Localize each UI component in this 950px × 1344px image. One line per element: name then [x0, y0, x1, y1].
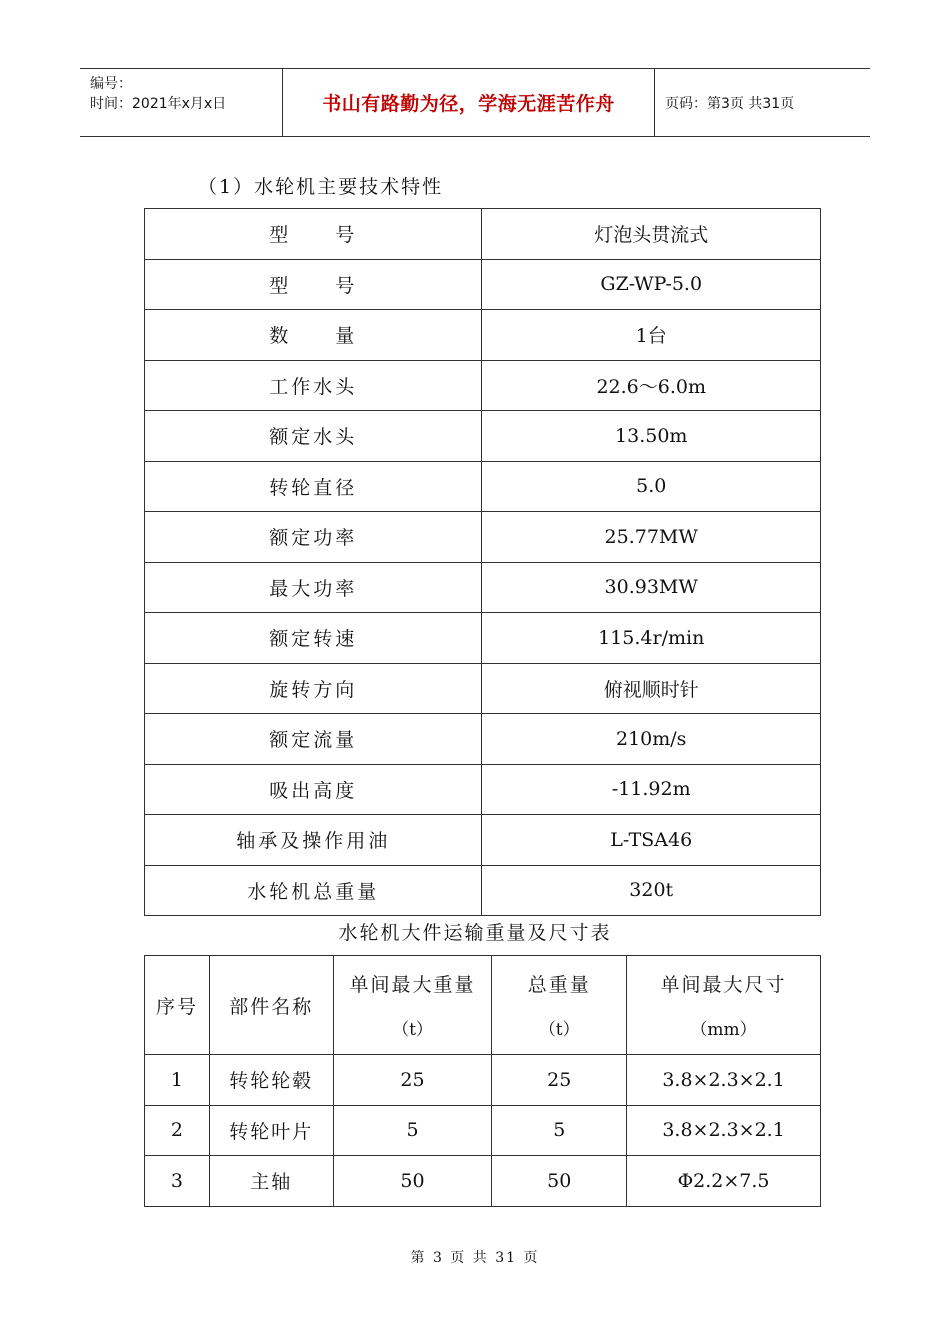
- spec-key: 额定流量: [145, 714, 482, 765]
- cell-max-unit-size: Φ2.2×7.5: [627, 1156, 821, 1207]
- table-row: [145, 461, 821, 512]
- spec-value: 灯泡头贯流式: [482, 209, 821, 260]
- spec-value: 320t: [482, 865, 821, 916]
- spec-value: -11.92m: [482, 764, 821, 815]
- header-meta-cell: [80, 69, 283, 136]
- table-row: [145, 310, 821, 361]
- spec-key: 型 号: [145, 209, 482, 260]
- table-row: [145, 259, 821, 310]
- spec-key: 水轮机总重量: [145, 865, 482, 916]
- cell-max-unit-weight: 25: [333, 1055, 492, 1106]
- spec-key: 工作水头: [145, 360, 482, 411]
- spec-key: 旋转方向: [145, 663, 482, 714]
- cell-total-weight: 25: [492, 1055, 627, 1106]
- cell-max-unit-size: 3.8×2.3×2.1: [627, 1055, 821, 1106]
- header-page-cell: [655, 69, 870, 136]
- cell-max-unit-weight: 50: [333, 1156, 492, 1207]
- spec-table: [144, 208, 821, 916]
- spec-value: GZ-WP-5.0: [482, 259, 821, 310]
- transport-table-title: 水轮机大件运输重量及尺寸表: [338, 922, 612, 944]
- cell-part-name: 主轴: [209, 1156, 333, 1207]
- spec-value: 俯视顺时针: [482, 663, 821, 714]
- spec-value: L-TSA46: [482, 815, 821, 866]
- table-row: [145, 1055, 821, 1106]
- document-time-label: 时间：2021年x月x日: [90, 96, 227, 112]
- cell-part-name: 转轮轮毂: [209, 1055, 333, 1106]
- table-row: [145, 360, 821, 411]
- spec-key: 数 量: [145, 310, 482, 361]
- table-row: [145, 764, 821, 815]
- column-header-index: 序号: [145, 956, 210, 1055]
- document-number-label: 编号：: [90, 76, 132, 92]
- spec-key: 最大功率: [145, 562, 482, 613]
- spec-value: 22.6～6.0m: [482, 360, 821, 411]
- header-page-number: 页码：第3页 共31页: [665, 95, 795, 112]
- spec-key: 额定水头: [145, 411, 482, 462]
- cell-total-weight: 50: [492, 1156, 627, 1207]
- table-row: [145, 714, 821, 765]
- spec-value: 5.0: [482, 461, 821, 512]
- section-title: （1）水轮机主要技术特性: [198, 176, 444, 198]
- spec-value: 13.50m: [482, 411, 821, 462]
- table-row: [145, 1105, 821, 1156]
- spec-key: 额定转速: [145, 613, 482, 664]
- table-row: [145, 512, 821, 563]
- spec-value: 30.93MW: [482, 562, 821, 613]
- spec-value: 1台: [482, 310, 821, 361]
- table-row: [145, 815, 821, 866]
- transport-table: [144, 955, 821, 1207]
- table-row: [145, 1156, 821, 1207]
- column-header-max-unit-size: 单间最大尺寸 （mm）: [627, 956, 821, 1055]
- table-row: [145, 613, 821, 664]
- page-footer: 第 3 页 共 31 页: [410, 1250, 540, 1266]
- cell-total-weight: 5: [492, 1105, 627, 1156]
- spec-value: 25.77MW: [482, 512, 821, 563]
- cell-part-name: 转轮叶片: [209, 1105, 333, 1156]
- header-motto-cell: [283, 69, 655, 136]
- table-header-row: [145, 956, 821, 1055]
- spec-value: 115.4r/min: [482, 613, 821, 664]
- spec-value: 210m/s: [482, 714, 821, 765]
- cell-index: 3: [145, 1156, 210, 1207]
- spec-key: 额定功率: [145, 512, 482, 563]
- cell-max-unit-weight: 5: [333, 1105, 492, 1156]
- table-row: [145, 663, 821, 714]
- cell-max-unit-size: 3.8×2.3×2.1: [627, 1105, 821, 1156]
- spec-key: 轴承及操作用油: [145, 815, 482, 866]
- spec-key: 吸出高度: [145, 764, 482, 815]
- column-header-max-unit-weight: 单间最大重量 （t）: [333, 956, 492, 1055]
- table-row: [145, 411, 821, 462]
- spec-key: 转轮直径: [145, 461, 482, 512]
- table-row: [145, 562, 821, 613]
- header-motto: 书山有路勤为径，学海无涯苦作舟: [322, 93, 615, 115]
- column-header-part-name: 部件名称: [209, 956, 333, 1055]
- column-header-total-weight: 总重量 （t）: [492, 956, 627, 1055]
- table-row: [145, 209, 821, 260]
- table-row: [145, 865, 821, 916]
- spec-key: 型 号: [145, 259, 482, 310]
- cell-index: 2: [145, 1105, 210, 1156]
- page-header: [80, 68, 870, 137]
- cell-index: 1: [145, 1055, 210, 1106]
